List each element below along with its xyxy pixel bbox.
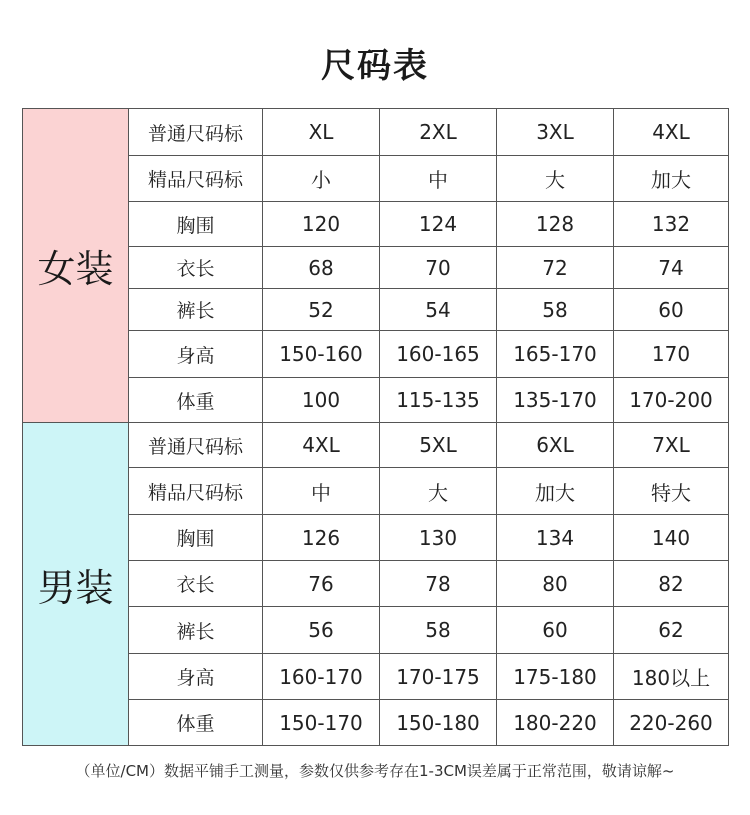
men-row [23,654,729,700]
size-cell: 170 [614,331,729,378]
size-cell: 中 [263,468,380,515]
size-cell: 126 [263,515,380,561]
men-row [23,607,729,654]
women-row [23,247,729,289]
size-cell: 150-170 [263,700,380,746]
women-row [23,202,729,247]
size-cell: 6XL [497,423,614,468]
row-label: 体重 [129,700,263,746]
size-cell: XL [263,109,380,156]
size-cell: 大 [380,468,497,515]
men-row [23,561,729,607]
men-row [23,700,729,746]
row-label: 普通尺码标 [129,423,263,468]
men-row [23,515,729,561]
men-row [23,468,729,515]
size-cell: 165-170 [497,331,614,378]
size-cell: 大 [497,156,614,202]
size-cell: 78 [380,561,497,607]
women-row [23,109,729,156]
size-cell: 68 [263,247,380,289]
size-cell: 150-180 [380,700,497,746]
page-title: 尺码表 [321,46,429,86]
women-row [23,378,729,423]
measurement-note: （单位/CM）数据平铺手工测量，参数仅供参考存在1-3CM误差属于正常范围，敬请谅解~ [75,762,675,780]
row-label: 身高 [129,331,263,378]
women-group-label: 女装 [23,109,129,423]
men-row [23,423,729,468]
size-cell: 72 [497,247,614,289]
size-cell: 180-220 [497,700,614,746]
size-cell: 76 [263,561,380,607]
size-cell: 134 [497,515,614,561]
size-cell: 7XL [614,423,729,468]
row-label: 胸围 [129,202,263,247]
size-cell: 124 [380,202,497,247]
size-cell: 160-165 [380,331,497,378]
size-cell: 132 [614,202,729,247]
size-cell: 62 [614,607,729,654]
size-cell: 3XL [497,109,614,156]
size-cell: 100 [263,378,380,423]
size-cell: 130 [380,515,497,561]
row-label: 胸围 [129,515,263,561]
size-cell: 120 [263,202,380,247]
size-cell: 4XL [263,423,380,468]
size-cell: 115-135 [380,378,497,423]
row-label: 衣长 [129,247,263,289]
size-cell: 5XL [380,423,497,468]
size-chart-table [22,108,729,746]
size-cell: 80 [497,561,614,607]
size-cell: 128 [497,202,614,247]
size-cell: 175-180 [497,654,614,700]
size-cell: 56 [263,607,380,654]
size-cell: 58 [380,607,497,654]
men-group-label: 男装 [23,423,129,746]
size-cell: 180以上 [614,654,729,700]
size-cell: 170-175 [380,654,497,700]
row-label: 精品尺码标 [129,156,263,202]
size-cell: 4XL [614,109,729,156]
row-label: 体重 [129,378,263,423]
size-cell: 52 [263,289,380,331]
women-row [23,289,729,331]
size-cell: 140 [614,515,729,561]
size-cell: 加大 [497,468,614,515]
row-label: 衣长 [129,561,263,607]
row-label: 身高 [129,654,263,700]
size-cell: 170-200 [614,378,729,423]
row-label: 裤长 [129,289,263,331]
size-cell: 160-170 [263,654,380,700]
size-cell: 小 [263,156,380,202]
size-cell: 60 [497,607,614,654]
size-cell: 74 [614,247,729,289]
women-row [23,331,729,378]
size-cell: 82 [614,561,729,607]
row-label: 裤长 [129,607,263,654]
size-cell: 58 [497,289,614,331]
size-cell: 60 [614,289,729,331]
size-cell: 220-260 [614,700,729,746]
size-cell: 中 [380,156,497,202]
row-label: 精品尺码标 [129,468,263,515]
size-cell: 54 [380,289,497,331]
women-row [23,156,729,202]
size-cell: 135-170 [497,378,614,423]
size-cell: 特大 [614,468,729,515]
size-cell: 2XL [380,109,497,156]
size-cell: 加大 [614,156,729,202]
size-cell: 70 [380,247,497,289]
size-cell: 150-160 [263,331,380,378]
row-label: 普通尺码标 [129,109,263,156]
